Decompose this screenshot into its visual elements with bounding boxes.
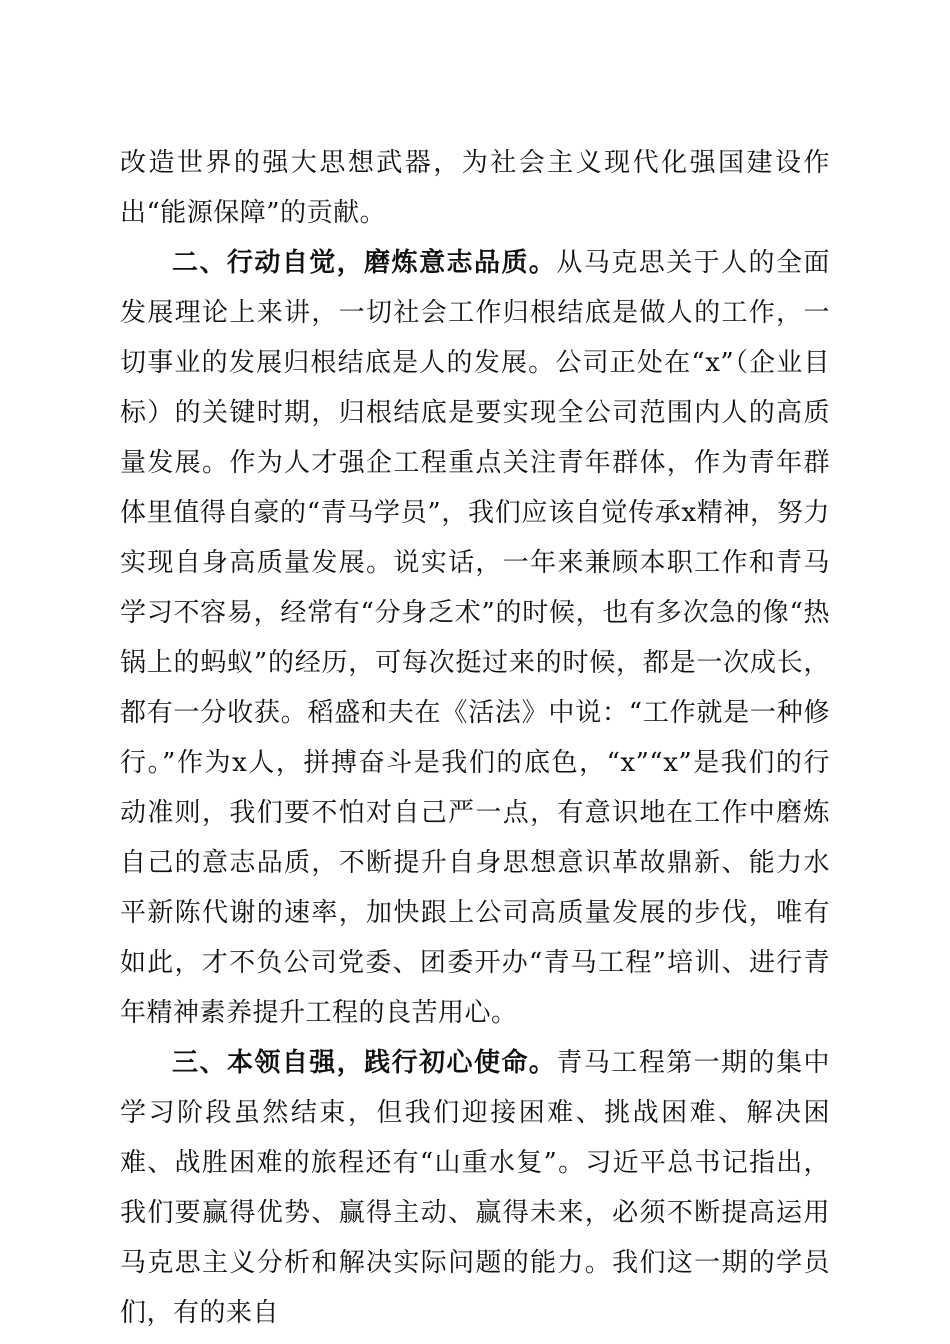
paragraph-text: 改造世界的强大思想武器，为社会主义现代化强国建设作出“能源保障”的贡献。 [120,148,830,228]
paragraph-section-two [120,238,830,1038]
paragraph-text: 从马克思关于人的全面发展理论上来讲，一切社会工作归根结底是做人的工作，一切事业的发展归根结底是人的发展。公司正处在“x”（企业目标）的关键时期，归根结底是要实现全公司范围内人的高质量发展。作为人才强企工程重点关注青年群体，作为青年群体里值得自豪的“青马学员”，我们应该自觉传承x精神，努力实现自身高质量发展。说实话，一年来兼顾本职工作和青马学习不容易，经常有“分身乏术”的时候，也有多次急的像“热锅上的蚂蚁”的经历，可每次挺过来的时候，都是一次成长，都有一分收获。稻盛和夫在《活法》中说：“工作就是一种修行。”作为x人，拼搏奋斗是我们的底色，“x”“x”是我们的行动准则，我们要不怕对自己严一点，有意识地在工作中磨炼自己的意志品质，不断提升自身思想意识革故鼎新、能力水平新陈代谢的速率，加快跟上公司高质量发展的步伐，唯有如此，才不负公司党委、团委开办“青马工程”培训、进行青年精神素养提升工程的良苦用心。 [120,248,830,1028]
section-heading-three: 三、本领自强，践行初心使命。 [172,1048,557,1078]
paragraph-section-three [120,1038,830,1338]
paragraph-text: 青马工程第一期的集中学习阶段虽然结束，但我们迎接困难、挑战困难、解决困难、战胜困难的旅程还有“山重水复”。习近平总书记指出，我们要赢得优势、赢得主动、赢得未来，必须不断提高运用马克思主义分析和解决实际问题的能力。我们这一期的学员们，有的来自 [120,1048,830,1328]
section-heading-two: 二、行动自觉，磨炼意志品质。 [172,248,557,278]
paragraph-continuation [120,138,830,238]
document-body [120,138,830,1338]
